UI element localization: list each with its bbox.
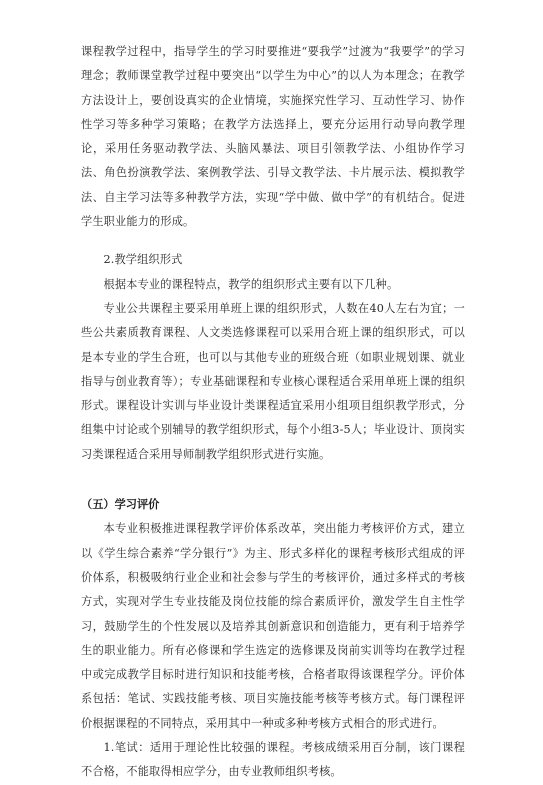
paragraph-organization-forms: 专业公共课程主要采用单班上课的组织形式，人数在40人左右为宜；一些公共素质教育课程、人文类选修课程可以采用合班上课的组织形式，可以是本专业的学生合班，也可以与其他专业的班级合班（如职业规划课、就业指导与创业教育等）；专业基础课程和专业核心课程适合采用单班上课的组织形式。课程设计实训与毕业设计类课程适宜采用小组项目组织教学形式，分组集中讨论或个别辅导的教学组织形式，每个小组3-5人；毕业设计、顶岗实习类课程适合采用导师制教学组织形式进行实施。 — [81, 301, 465, 461]
section-heading-learning-evaluation: （五）学习评价 — [81, 498, 160, 512]
paragraph-organization-intro: 根据本专业的课程特点，教学的组织形式主要有以下几种。 — [103, 277, 399, 291]
paragraph-teaching-methods: 课程教学过程中，指导学生的学习时要推进“要我学”过渡为“我要学”的学习理念；教师课堂教学过程中要突出“以学生为中心”的以人为本理念；在教学方法设计上，要创设真实的企业情境，实施探究性学习、互动性学习、协作性学习等多种学习策略；在教学方法选择上，要充分运用行动导向教学理论，采用任务驱动教学法、头脑风暴法、项目引领教学法、小组协作学习法、角色扮演教学法、案例教学法、引导文教学法、卡片展示法、模拟教学法、自主学习法等多种教学方法，实现“学中做、做中学”的有机结合。促进学生职业能力的形成。 — [81, 45, 465, 229]
document-body — [81, 40, 465, 785]
paragraph-written-exam: 1.笔试：适用于理论性比较强的课程。考核成绩采用百分制，该门课程不合格，不能取得相应学分，由专业教师组织考核。 — [81, 741, 465, 779]
subheading-teaching-organization: 2.教学组织形式 — [103, 253, 183, 267]
paragraph-evaluation-system: 本专业积极推进课程教学评价体系改革，突出能力考核评价方式，建立以《学生综合素养“学分银行”》为主、形式多样化的课程考核形式组成的评价体系，积极吸纳行业企业和社会参与学生的考核评价，通过多样式的考核方式，实现对学生专业技能及岗位技能的综合素质评价，激发学生自主性学习，鼓励学生的个性发展以及培养其创新意识和创造能力，更有利于培养学生的职业能力。所有必修课和学生选定的选修课及岗前实训等均在教学过程中或完成教学目标时进行知识和技能考核，合格者取得该课程学分。评价体系包括：笔试、实践技能考核、项目实施技能考核等考核方式。每门课程评价根据课程的不同特点，采用其中一种或多种考核方式相合的形式进行。 — [81, 522, 465, 730]
